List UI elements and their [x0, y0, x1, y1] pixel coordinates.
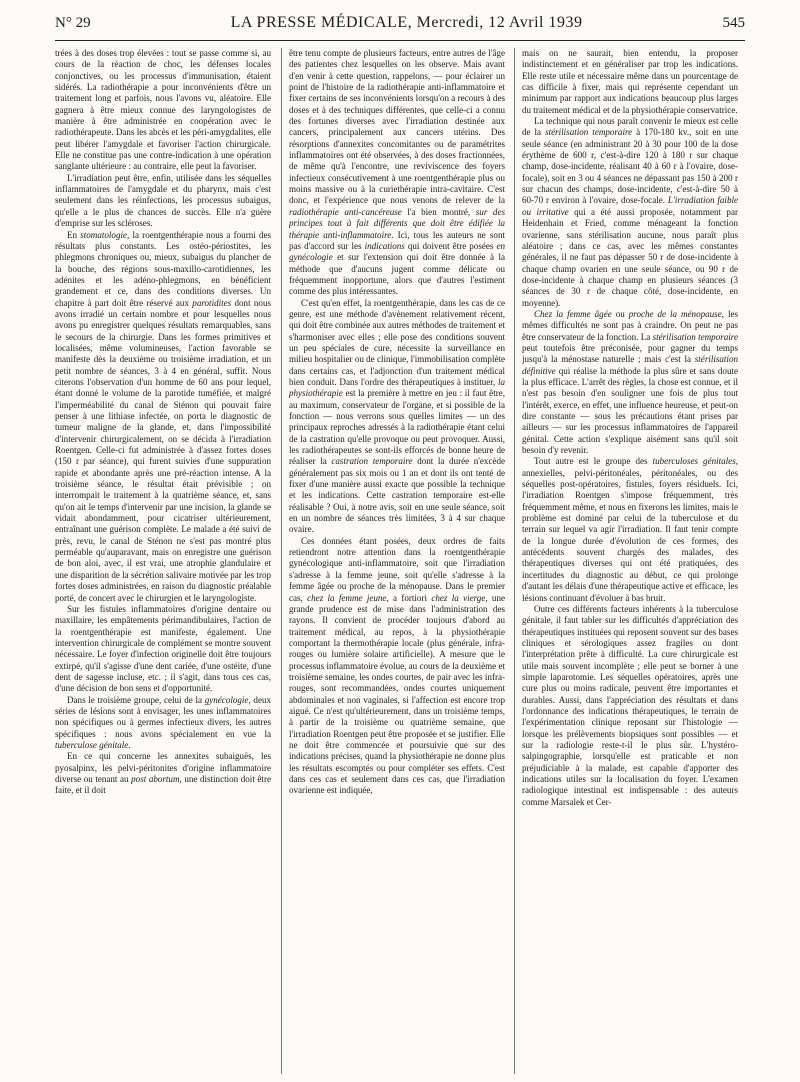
text-run: , annexielles, pelvi-péritonéales, péritonéales, ou des séquelles post-opératoires, fistules, foyers résiduels. Ici, l'irradiation Roentgen s'impose fréquemment, très fréquemment même, et nous en fixerons les limites, mais le problème est dominé par celui de la tuberculose et du terrain sur lequel va agir l'irradiation. Il faut tenir compte de la longue durée d'évolution de ces formes, des antécédents souvent chargés des malades, des thérapeutiques diverses qui ont été pratiquées, des incertitudes du diagnostic au début, ce qui prolonge d'autant les délais d'une thérapeutique active et efficace, les lésions continuant d'évoluer à bas bruit.	[522, 456, 738, 603]
italic-text: L'irradiation faible ou irritative	[522, 195, 738, 217]
paragraph	[55, 48, 271, 173]
column-divider	[281, 48, 282, 1074]
paragraph	[55, 695, 271, 752]
text-column-2	[289, 48, 505, 1074]
page-header	[55, 14, 745, 40]
issue-number: N° 29	[55, 15, 91, 31]
paragraph	[55, 173, 271, 230]
text-run: trées à des doses trop élevées : tout se passe comme si, au cours de la réaction de choc, les défenses locales conjonctives, ou les processus d'immunisation, étaient sidérés. La radiothérapie a pour inconvénients d'être un traitement long et parfois, nous l'avons vu, aléatoire. Elle gagnera à être mieux connue des laryngologistes de manière à être administrée en coopération avec le radiothérapeute. Dans les abcès et les péri-amygdalites, elle peut libérer l'amygdale et favoriser l'action chirurgicale. Elle ne constitue pas une contre-indication à une opération sanglante ultérieure : au contraire, elle peut la favoriser.	[55, 48, 271, 172]
text-run: dont la durée n'excède généralement pas six mois ou 1 an et dont ils ont tenté de fixer d'une manière aussi exacte que possible la technique et les indications. Cette castration temporaire est-elle réalisable ? Oui, à notre avis, soit en une seule séance, soit en un nombre de séances très limitées, 3 à 4 sur chaque ovaire.	[289, 456, 505, 535]
text-run: qui a été aussi proposée, notamment par Heidenhain et Fried, comme ménageant la fonction ovarienne, sans stérilisation aucune, nous paraît plus aléatoire ; dans ce cas, avec les mêmes constantes générales, il ne faut pas dépasser 50 r de dose-incidente à chaque champ ovarien en une seule séance, ou 90 r de dose-incidente à chaque champ en plusieurs séances (3 séances de 30 r de chaque côté, dose-incidente, en moyenne).	[522, 206, 738, 308]
italic-text: castration temporaire	[331, 456, 413, 467]
paragraph	[289, 48, 505, 298]
text-run: , a fortiori	[386, 592, 432, 603]
text-run: est la première à mettre en jeu : il faut être, au maximum, conservateur de l'organe, et si possible de la fonction — nous verrons sous quelles limites — un des principaux reproches adressés à la radiothérapie étant celui de la castration qu'elle provoque ou peut provoquer. Aussi, les radiothérapeutes se sont-ils efforcés de bonne heure de réaliser la	[289, 388, 505, 467]
text-column-1	[55, 48, 271, 1074]
text-run: Tout autre est le groupe des	[534, 456, 653, 467]
text-run: ou	[611, 308, 629, 319]
header-rule	[55, 40, 745, 41]
italic-text: indications	[364, 240, 405, 251]
text-run: à 170-180 kv., soit en une seule séance (en administrant 20 à 30 pour 100 de la dose érythème de 600 r, c'est-à-dire 120 à 180 r sur chaque champ, dose-incidente, réalisant 40 à 60 r à l'ovaire, dose-focale), soit en 3 ou 4 séances ne dépassant pas 150 à 200 r sur chacun des champs, dose-incidente, c'est-à-dire 50 à 60-70 r environ à l'ovaire, dose-focale.	[522, 127, 738, 206]
italic-text: parotidites	[192, 297, 232, 308]
text-run: L'irradiation peut être, enfin, utilisée dans les séquelles inflammatoires de l'amygdale et du pharynx, mais c'est seulement dans les réinfections, les processus subaigus, qu'elle a le plus de chances de succès. Elle n'a guère d'emprise sur les scléroses.	[55, 172, 271, 229]
paragraph	[55, 604, 271, 695]
text-run: Sur les fistules inflammatoires d'origine dentaire ou maxillaire, les empâtements périmandibulaires, l'action de la roentgenthérapie est manifeste, également. Une intervention chirurgicale de complément se montre souvent nécessaire. Le foyer d'infection originelle doit être toujours extirpé, qu'il s'agisse d'une dent cariée, d'une ostéite, d'une dent de sagesse incluse, etc. ; il s'agit, dans tous ces cas, d'une décision de bon sens et d'opportunité.	[55, 603, 271, 694]
text-run: peut toutefois être préconisée, pour gagner du temps jusqu'à la ménostase naturelle ; mais c'est la	[522, 342, 738, 365]
italic-text: sur des principes tout à fait différents que doit être édifiée la thérapie anti-inflammatoire	[289, 206, 505, 240]
italic-text: radiothérapie anti-cancéreuse	[289, 206, 402, 217]
text-run: La technique qui nous paraît convenir le mieux est celle de la	[522, 116, 738, 138]
text-run: dont nous avons irradié un certain nombre et pour lesquelles nous avons pu enregistrer quelques résultats remarquables, sans le secours de la chirurgie. Dans les formes primitives et localisées, même volumineuses, l'action favorable se manifeste dès la deuxième ou troisième irradiation, et un petit nombre de séances, 3 à 4 en général, suffit. Nous citerons l'observation d'un homme de 60 ans pour lequel, étant donné le volume de la parotide tuméfiée, et malgré l'imperméabilité du canal de Sténon qui pouvait faire penser à une lithiase infectée, on porta le diagnostic de tumeur maligne de la glande, et, dans l'impossibilité d'intervenir chirurgicalement, on se décida à l'irradiation Roentgen. Celle-ci fut administrée à d'assez fortes doses (150 r par séance), qui furent suivies d'une suppuration rapide et abondante après une pré-réaction intense. A la troisième séance, le résultat était prévisible ; on interrompait le traitement à la quatrième séance, et, sans qu'on ait le temps d'intervenir par une incision, la glande se vidait abondamment, pour cicatriser ultérieurement, entraînant une guérison complète. Le malade a été suivi de près, revu, le canal de Sténon ne s'est pas montré plus perméable qu'auparavant, mais on enregistre une guérison de bon aloi, avec, il est vrai, une atrophie glandulaire et une disparition de la sécrétion salivaire motivée par les trop fortes doses administrées, en raison du diagnostic préalable porté, de concert avec le chirurgien et le laryngologiste.	[55, 297, 271, 603]
text-run: mais on ne saurait, bien entendu, la proposer indistinctement et en généraliser par trop les indications. Elle reste utile et nécessaire même dans un pourcentage de cas difficile à fixer, mais qui représente cependant un minimum par rapport aux indications beaucoup plus larges du traitement médical et de la physiothérapie conservatrice.	[522, 48, 738, 115]
italic-text: stérilisation définitive	[522, 354, 738, 376]
italic-text: post abortum	[131, 774, 180, 784]
text-run: , deux séries de lésions sont à envisager, les unes inflammatoires non spécifiques ou à germes infectieux divers, les autres spécifiques : nous avons spécialement en vue la	[55, 694, 271, 739]
text-run: Ces données étant posées, deux ordres de faits retiendront notre attention dans la roentgenthérapie gynécologique anti-inflammatoire, soit que l'irradiation s'adresse à la femme jeune, soit qu'elle s'adresse à la femme âgée ou proche de la ménopause. Dans le premier cas,	[289, 535, 505, 603]
italic-text: chez la femme jeune	[307, 592, 387, 603]
paragraph	[522, 48, 738, 116]
journal-title: LA PRESSE MÉDICALE, Mercredi, 12 Avril 1939	[230, 14, 583, 31]
text-run: En	[67, 229, 81, 240]
text-run: Dans le troisième groupe, celui de la	[67, 694, 205, 705]
italic-text: tuberculoses génitales	[652, 456, 736, 467]
paragraph	[522, 456, 738, 603]
text-run: l'a bien montré,	[401, 206, 476, 217]
italic-text: Chez la femme âgée	[534, 308, 612, 319]
text-run: En ce qui concerne les annexites subaiguës, les pyosalpinx, les pelvi-péritonites d'origine inflammatoire diverse ou tenant au	[55, 751, 271, 784]
italic-text: gynécologie	[204, 694, 249, 705]
text-run: et sur l'extension qui doit être donnée à la méthode que d'aucuns jugent comme délicate ou fréquemment inopportune, alors que d'autres l'estiment comme des plus intéressantes.	[289, 252, 505, 297]
text-run: C'est qu'en effet, la roentgenthérapie, dans les cas de ce genre, est une méthode d'avènement relativement récent, qui doit être combinée aux autres méthodes de traitement et s'harmoniser avec elles ; elle pose des conditions souvent un peu spéciales de cure, nécessite la surveillance en milieu hospitalier ou de clinique, l'immobilisation complète dans certains cas, et l'adjonction d'un traitement médical bien conduit. Dans l'ordre des thérapeutiques à instituer,	[289, 297, 505, 387]
italic-text: stomatologie	[80, 229, 127, 240]
text-run: , une distinction doit être faite, et il doit	[55, 774, 271, 796]
paragraph	[522, 309, 738, 456]
italic-text: stérilisation temporaire	[545, 127, 633, 138]
text-run: Outre ces différents facteurs inhérents à la tuberculose génitale, il faut tabler sur les difficultés d'appréciation des thérapeutiques instituées qui reposent souvent sur des bases cliniques et sérologiques assez fragiles ou dont l'interprétation prête à difficulté. La cure chirurgicale est utile mais souvent incomplète ; elle peut se borner à une simple laparotomie. Les séquelles opératoires, après une cure plus ou moins radicale, peuvent être importantes et durables. Aussi, dans l'appréciation des résultats et dans l'ordonnance des indications thérapeutiques, le terrain de l'expérimentation clinique reposant sur l'histologie — lorsque les prélèvements biopsiques sont possibles — et sur la radiologie reste-t-il le plus sûr. L'hystéro-salpingographie, lorsqu'elle est praticable et non préjudiciable à la malade, est capable d'apporter des indications utiles sur la localisation du foyer. L'examen radiologique intestinal est indispensable : des auteurs comme Marsalek et Cer-	[522, 603, 738, 807]
italic-text: proche de la ménopause	[628, 308, 722, 319]
text-run: .	[128, 739, 131, 750]
text-run: , une grande prudence est de mise dans l'administration des rayons. Il convient de procéder toujours d'abord au traitement médical, au repos, à la physiothérapie comportant la thermothérapie locale (plus générale, infra-rouges ou lumière solaire artificielle). A mesure que le processus inflammatoire évolue, au cours de la deuxième et troisième semaine, les ondes courtes, de pair avec les infra-rouges, sont recommandées, ondes courtes uniquement abdominales et non vaginales, si l'affection est encore trop aiguë. Ce n'est qu'ultérieurement, dans un troisième temps, à partir de la troisième ou quatrième semaine, que l'irradiation Roentgen peut être proposée et se justifier. Elle ne doit être commencée et poursuivie que sur des indications précises, quand la physiothérapie ne donne plus les résultats escomptés ou pour compléter ses effets. C'est dans ces cas et seulement dans ces cas, que l'irradiation ovarienne est indiquée,	[289, 592, 505, 796]
italic-text: la physiothérapie	[289, 376, 505, 399]
text-run: qui doivent être posées	[404, 240, 497, 251]
italic-text: tuberculose génitale	[55, 739, 129, 750]
text-run: , la roentgenthérapie nous a fourni des résultats plus constants. Les ostéo-périostites, les phlegmons chroniques ou, mieux, subaigus du plancher de la bouche, des régions sous-maxillo-carotidiennes, les adénites et les adéno-phlegmons, en bénéficient grandement et ce, dans des conditions diverses. Un chapitre à part doit être réservé aux	[55, 229, 271, 308]
text-column-3	[522, 48, 738, 1074]
column-divider	[514, 48, 515, 1074]
paragraph	[289, 536, 505, 797]
paragraph	[522, 116, 738, 309]
text-run: . Ici, tous les auteurs ne sont pas d'accord sur les	[289, 229, 505, 251]
text-run: qui réalise la méthode la plus sûre et sans doute la plus efficace. L'arrêt des règles, la chose est connue, et il n'est pas besoin d'en souligner une fois de plus tout l'intérêt, exerce, en effet, une influence heureuse, et peut-on dire constante — sous les précautions étant prises par ailleurs — sur les processus inflammatoires de l'appareil génital. Cette action s'explique aisément sans qu'il soit besoin d'y revenir.	[522, 365, 738, 456]
italic-text: en gynécologie	[289, 240, 505, 263]
text-run: , les mêmes difficultés ne sont pas à craindre. On peut ne pas être conservateur de la fonction. La	[522, 308, 738, 342]
paragraph	[522, 604, 738, 808]
italic-text: stérilisation temporaire	[652, 331, 738, 342]
italic-text: chez la vierge	[431, 592, 486, 603]
paragraph	[55, 751, 271, 796]
text-run: être tenu compte de plusieurs facteurs, entre autres de l'âge des patientes chez lesquelles on les observe. Mais avant d'en venir à cette question, rappelons, — pour éclairer un point de l'histoire de la radiothérapie anti-inflammatoire et fixer certains de ses inconvénients lorsqu'on a recours à des doses et à des techniques différentes, que celle-ci a connu des fortunes diverses avec l'irradiation destinée aux cancers, principalement aux cancers utérins. Des résorptions d'annexites concomitantes ou de paramétrites inflammatoires ont été observées, à des doses fractionnées, de même qu'à l'encontre, une reviviscence des foyers infectieux consécutivement à une roentgenthérapie plus ou moins massive ou à la curiethérapie intra-cavitaire. C'est donc, et l'expérience que nous venons de relever de la	[289, 48, 505, 206]
paragraph	[289, 298, 505, 536]
page-number: 545	[722, 15, 745, 31]
paragraph	[55, 230, 271, 604]
